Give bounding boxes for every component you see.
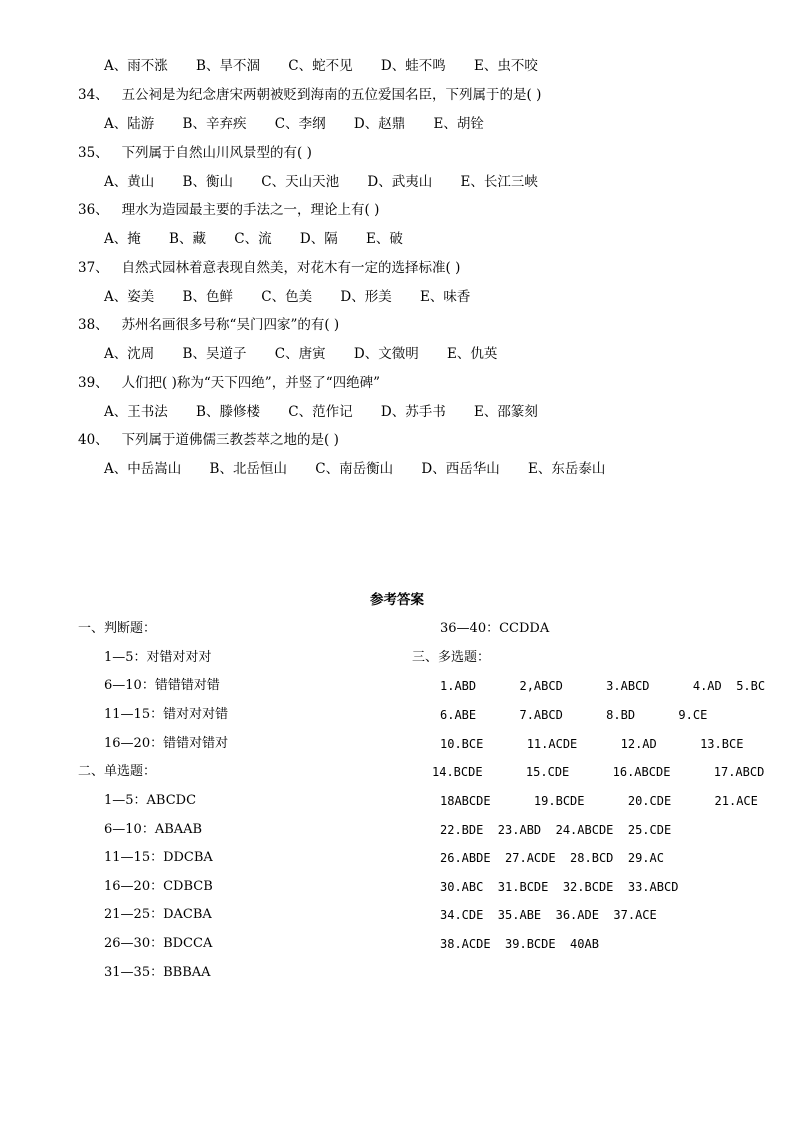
option: D、蛙不鸣 <box>380 58 446 74</box>
answer-line: 34.CDE 35.ABE 36.ADE 37.ACE <box>440 908 657 922</box>
answer-line: 18ABCDE 19.BCDE 20.CDE 21.ACE <box>440 794 758 808</box>
option: E、长江三峡 <box>460 174 538 190</box>
question-36 <box>78 201 379 219</box>
option: A、雨不涨 <box>104 58 168 74</box>
question-38 <box>78 316 339 334</box>
option: A、姿美 <box>104 289 155 305</box>
answer-line: 36—40：CCDDA <box>440 621 550 636</box>
option: E、虫不咬 <box>474 58 538 74</box>
question-text: 苏州名画很多号称“吴门四家”的有( ) <box>121 317 340 333</box>
question-39-options <box>104 403 562 421</box>
option: C、南岳衡山 <box>315 461 394 477</box>
answer-line: 26.ABDE 27.ACDE 28.BCD 29.AC <box>440 851 664 865</box>
answer-line: 6.ABE 7.ABCD 8.BD 9.CE <box>440 708 708 722</box>
question-35 <box>78 144 312 162</box>
question-37 <box>78 259 460 277</box>
question-number: 34、 <box>78 87 109 103</box>
option: B、北岳恒山 <box>209 461 287 477</box>
option: B、藏 <box>169 231 206 247</box>
option: C、天山天池 <box>261 174 340 190</box>
option: B、衡山 <box>182 174 233 190</box>
question-38-options <box>104 345 521 363</box>
option: A、王书法 <box>104 404 168 420</box>
option: D、隔 <box>299 231 338 247</box>
answer-line: 1—5：ABCDC <box>104 793 197 808</box>
question-text: 下列属于自然山川风景型的有( ) <box>121 145 312 161</box>
question-text: 下列属于道佛儒三教荟萃之地的是( ) <box>121 432 339 448</box>
answer-line: 6—10：ABAAB <box>104 822 203 837</box>
question-40-options <box>104 460 629 478</box>
option: A、掩 <box>104 231 141 247</box>
section-heading: 三、多选题： <box>412 650 491 665</box>
option: B、吴道子 <box>182 346 247 362</box>
answer-line: 26—30：BDCCA <box>104 936 213 951</box>
option: A、黄山 <box>104 174 155 190</box>
option: B、滕修楼 <box>196 404 260 420</box>
option: A、中岳嵩山 <box>104 461 182 477</box>
question-number: 39、 <box>78 375 109 391</box>
option: E、东岳泰山 <box>528 461 606 477</box>
question-text: 人们把( )称为“天下四绝”，并竖了“四绝碑” <box>121 375 380 391</box>
question-text: 自然式园林着意表现自然美，对花木有一定的选择标准( ) <box>121 260 461 276</box>
option: D、文徵明 <box>353 346 419 362</box>
question-number: 37、 <box>78 260 109 276</box>
option: B、色鲜 <box>182 289 233 305</box>
answer-line: 21—25：DACBA <box>104 907 212 922</box>
option: B、辛弃疾 <box>182 116 247 132</box>
answer-line: 22.BDE 23.ABD 24.ABCDE 25.CDE <box>440 823 672 837</box>
option: A、沈周 <box>104 346 155 362</box>
question-number: 35、 <box>78 145 109 161</box>
option: E、味香 <box>420 289 471 305</box>
section-heading: 一、判断题： <box>78 621 157 636</box>
answer-line: 1.ABD 2,ABCD 3.ABCD 4.AD 5.BC <box>440 679 766 693</box>
answer-line: 11—15：错对对对错 <box>104 707 229 722</box>
answer-line: 16—20：CDBCB <box>104 879 213 894</box>
option: A、陆游 <box>104 116 155 132</box>
option: D、赵鼎 <box>353 116 406 132</box>
option: D、苏手书 <box>380 404 446 420</box>
option: D、武夷山 <box>367 174 433 190</box>
option: E、邵篆刻 <box>474 404 538 420</box>
question-text: 五公祠是为纪念唐宋两朝被贬到海南的五位爱国名臣，下列属于的是( ) <box>121 87 542 103</box>
option: E、胡铨 <box>433 116 484 132</box>
question-36-options <box>104 230 427 248</box>
option: C、范作记 <box>288 404 353 420</box>
question-37-options <box>104 288 494 306</box>
question-number: 38、 <box>78 317 109 333</box>
option: D、形美 <box>340 289 392 305</box>
answer-line: 10.BCE 11.ACDE 12.AD 13.BCE <box>440 737 744 751</box>
answer-line: 31—35：BBBAA <box>104 965 211 980</box>
option: C、色美 <box>261 289 313 305</box>
option: C、蛇不见 <box>288 58 353 74</box>
answer-key-title: 参考答案 <box>370 592 424 608</box>
answer-line: 11—15：DDCBA <box>104 850 213 865</box>
question-35-options <box>104 173 562 191</box>
question-39 <box>78 374 380 392</box>
option: C、李纲 <box>274 116 326 132</box>
question-33-options <box>104 57 562 75</box>
question-number: 40、 <box>78 432 109 448</box>
answer-line: 16—20：错错对错对 <box>104 736 229 751</box>
option: E、仇英 <box>447 346 498 362</box>
answer-line: 38.ACDE 39.BCDE 40AB <box>440 937 599 951</box>
option: C、流 <box>234 231 272 247</box>
question-text: 理水为造园最主要的手法之一，理论上有( ) <box>121 202 380 218</box>
answer-line: 6—10：错错错对错 <box>104 678 220 693</box>
question-40 <box>78 431 339 449</box>
option: C、唐寅 <box>274 346 326 362</box>
answer-line: 1—5：对错对对对 <box>104 650 212 665</box>
answer-line: 14.BCDE 15.CDE 16.ABCDE 17.ABCD <box>432 765 765 779</box>
question-34-options <box>104 115 508 133</box>
option: E、破 <box>366 231 403 247</box>
option: B、旱不涸 <box>196 58 260 74</box>
question-number: 36、 <box>78 202 109 218</box>
option: D、西岳华山 <box>421 461 500 477</box>
answer-line: 30.ABC 31.BCDE 32.BCDE 33.ABCD <box>440 880 679 894</box>
section-heading: 二、单选题： <box>78 764 157 779</box>
question-34 <box>78 86 541 104</box>
